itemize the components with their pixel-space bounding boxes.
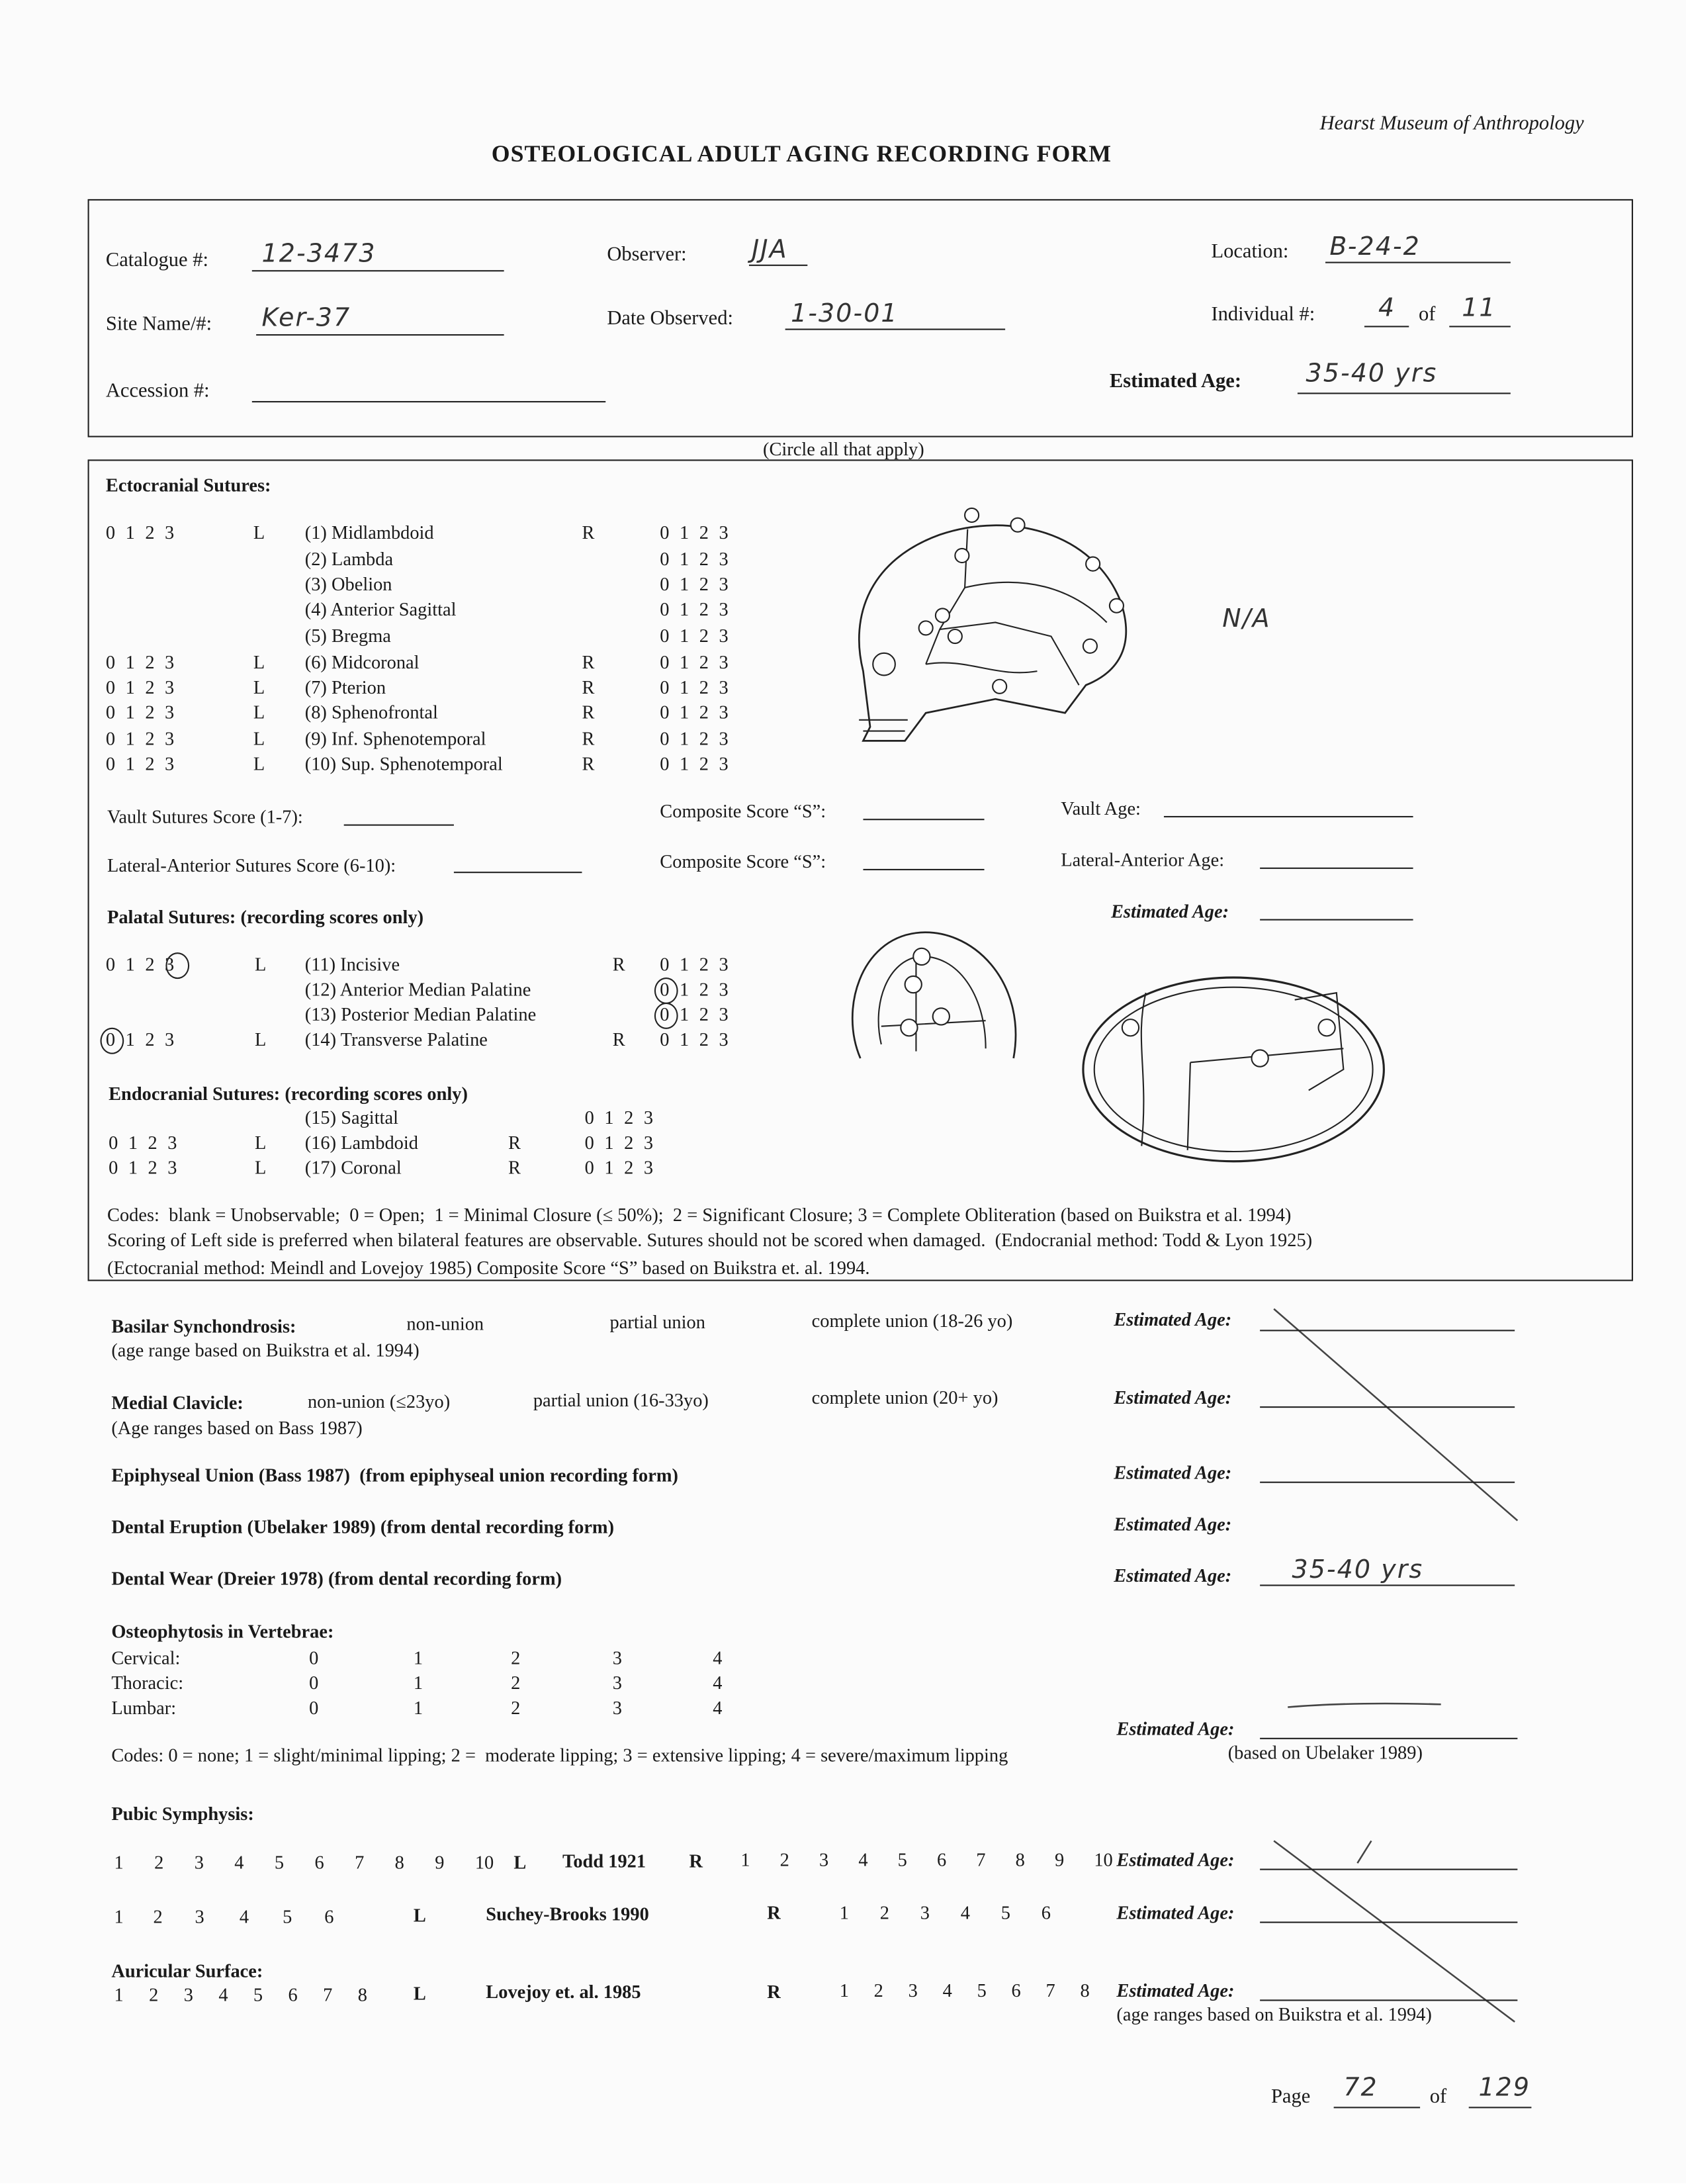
ectocranial-rows-8-right: 0 1 2 3	[660, 728, 729, 749]
id-box-catalogue-value: 12-3473	[261, 239, 377, 269]
clavicle-age-label: Estimated Age:	[1114, 1387, 1232, 1408]
clavicle-opt2: partial union (16-33yo)	[533, 1389, 709, 1411]
basilar-age-label: Estimated Age:	[1114, 1308, 1232, 1330]
pubic-todd-R: R	[689, 1850, 703, 1872]
epiphyseal-age-label: Estimated Age:	[1114, 1462, 1232, 1483]
auricular-age-label: Estimated Age:	[1116, 1979, 1235, 2001]
ectocranial-not-applicable: N/A	[1222, 604, 1271, 634]
ectocranial-rows-1-right: 0 1 2 3	[660, 548, 729, 570]
pubic-todd-right-1: 2	[779, 1849, 789, 1870]
basilar-opt1: non-union	[406, 1313, 484, 1334]
ectocranial-rows-7-left: 0 1 2 3	[105, 702, 175, 723]
osteophytosis-rows-2-scores-0: 0	[309, 1697, 319, 1719]
clavicle-note: (Age ranges based on Bass 1987)	[111, 1417, 363, 1439]
blank-line	[1298, 392, 1511, 394]
osteophytosis-rows-1-scores-4: 4	[713, 1672, 723, 1694]
id-box-location-value: B-24-2	[1329, 232, 1421, 262]
blank-line	[1260, 868, 1413, 869]
dental-wear-label: Dental Wear (Dreier 1978) (from dental recording form)	[111, 1568, 562, 1589]
pubic-todd-left-8: 9	[435, 1852, 445, 1873]
endocranial-rows-0-right: 0 1 2 3	[584, 1107, 654, 1128]
basilar-note: (age range based on Buikstra et al. 1994)	[111, 1340, 420, 1361]
clavicle-label: Medial Clavicle:	[111, 1392, 244, 1414]
palatal-rows-0-L: L	[255, 954, 267, 975]
ectocranial-rows-5-label: (6) Midcoronal	[304, 651, 420, 673]
blank-line	[454, 872, 582, 873]
blank-line	[1334, 2107, 1420, 2108]
osteophytosis-rows-2-scores-1: 1	[413, 1697, 423, 1719]
blank-line	[1469, 2107, 1532, 2108]
ectocranial-composite-label: Composite Score “S”:	[660, 850, 826, 872]
palatal-rows-0-R: R	[612, 954, 625, 975]
endocranial-rows-2-right: 0 1 2 3	[584, 1157, 654, 1178]
id-box-date-label: Date Observed:	[607, 307, 733, 330]
osteophytosis-rows-0-scores-1: 1	[413, 1647, 423, 1668]
blank-line	[252, 270, 504, 271]
palatal-rows-0-right: 0 1 2 3	[660, 954, 729, 975]
osteophytosis-rows-2-scores-4: 4	[713, 1697, 723, 1719]
osteophytosis-rows-0-scores-4: 4	[713, 1647, 723, 1668]
pubic-todd-right-8: 9	[1054, 1849, 1065, 1870]
pubic-suchey-R: R	[767, 1902, 781, 1923]
circled-score-left	[165, 952, 189, 979]
ectocranial-rows-8-label: (9) Inf. Sphenotemporal	[304, 728, 486, 749]
blank-line	[1260, 1738, 1517, 1739]
ectocranial-rows-9-L: L	[253, 753, 265, 774]
pubic-todd-left-2: 3	[194, 1852, 204, 1873]
ectocranial-rows-6-right: 0 1 2 3	[660, 676, 729, 698]
palatal-heading: Palatal Sutures: (recording scores only)	[107, 906, 424, 928]
auricular-L: L	[413, 1983, 426, 2004]
blank-line	[1260, 919, 1413, 921]
blank-line	[785, 329, 1005, 330]
palatal-rows-0-left: 0 1 2 3	[105, 954, 175, 975]
ectocranial-rows-6-label: (7) Pterion	[304, 676, 386, 698]
id-box-estimated-age-value: 35-40 yrs	[1306, 359, 1438, 389]
pubic-todd-right-6: 7	[976, 1849, 986, 1870]
blank-line	[1260, 1584, 1515, 1586]
pubic-suchey-right-3: 4	[960, 1902, 970, 1923]
pubic-todd-left-6: 7	[355, 1852, 365, 1873]
ectocranial-rows-9-left: 0 1 2 3	[105, 753, 175, 774]
ectocranial-rows-6-L: L	[253, 676, 265, 698]
endocranial-rows-1-L: L	[255, 1132, 267, 1154]
osteophytosis-rows-1-scores-3: 3	[612, 1672, 622, 1694]
auricular-right-2: 3	[908, 1979, 918, 2001]
pubic-heading: Pubic Symphysis:	[111, 1803, 254, 1825]
pubic-suchey-left-1: 2	[153, 1906, 163, 1927]
pubic-todd-right-4: 5	[897, 1849, 907, 1870]
blank-line	[256, 334, 504, 336]
pubic-todd-method: Todd 1921	[562, 1850, 646, 1872]
id-box-individual-value: 4	[1378, 293, 1396, 324]
pubic-todd-L: L	[513, 1852, 527, 1873]
blank-line	[749, 265, 807, 266]
endocranial-rows-1-right: 0 1 2 3	[584, 1132, 654, 1154]
endocranial-rows-0-label: (15) Sagittal	[304, 1107, 399, 1128]
endocranial-heading: Endocranial Sutures: (recording scores only)	[109, 1083, 468, 1105]
palatal-rows-2-right: 0 1 2 3	[660, 1003, 729, 1025]
auricular-left-6: 7	[323, 1984, 333, 2005]
ectocranial-rows-8-R: R	[582, 728, 595, 749]
id-box-site-value: Ker-37	[261, 303, 351, 333]
ectocranial-composite-label: Composite Score “S”:	[660, 800, 826, 822]
auricular-note: (age ranges based on Buikstra et al. 1994)	[1116, 2003, 1432, 2025]
ectocranial-rows-7-label: (8) Sphenofrontal	[304, 702, 438, 723]
ectocranial-rows-4-right: 0 1 2 3	[660, 625, 729, 647]
ectocranial-rows-6-R: R	[582, 676, 595, 698]
ectocranial-estimated-age-label: Estimated Age:	[1110, 901, 1229, 922]
auricular-right-3: 4	[942, 1979, 952, 2001]
ectocranial-rows-1-label: (2) Lambda	[304, 548, 394, 570]
auricular-left-4: 5	[253, 1984, 263, 2005]
auricular-right-5: 6	[1011, 1979, 1021, 2001]
codes-0: Codes: blank = Unobservable; 0 = Open; 1 = Minimal Closure (≤ 50%); 2 = Significant Closure; 3 = Complete Obliteration (based on Buikstra et al. 1994)	[107, 1204, 1292, 1226]
osteophytosis-rows-0-label: Cervical:	[111, 1647, 181, 1668]
blank-line	[344, 825, 454, 826]
circle-note: (Circle all that apply)	[762, 438, 924, 460]
circled-score-right	[654, 978, 678, 1004]
ectocranial-rows-5-L: L	[253, 651, 265, 673]
epiphyseal-label: Epiphyseal Union (Bass 1987) (from epiphyseal union recording form)	[111, 1465, 679, 1486]
ectocranial-rows-0-R: R	[582, 522, 595, 543]
id-box-individual-label: Individual #:	[1211, 303, 1315, 326]
palatal-rows-0-label: (11) Incisive	[304, 954, 400, 975]
auricular-heading: Auricular Surface:	[111, 1960, 263, 1981]
ectocranial-rows-3-right: 0 1 2 3	[660, 598, 729, 620]
blank-line	[1260, 1922, 1517, 1923]
pubic-todd-right-7: 8	[1015, 1849, 1025, 1870]
footer-of: of	[1429, 2085, 1447, 2109]
palatal-rows-2-label: (13) Posterior Median Palatine	[304, 1003, 537, 1025]
id-box-individual-of: of	[1418, 303, 1436, 326]
pubic-todd-age-label: Estimated Age:	[1116, 1849, 1235, 1870]
pubic-suchey-right-0: 1	[839, 1902, 849, 1923]
ectocranial-rows-0-label: (1) Midlambdoid	[304, 522, 434, 543]
blank-line	[1164, 816, 1413, 817]
blank-line	[1260, 1999, 1517, 2001]
codes-1: Scoring of Left side is preferred when bilateral features are observable. Sutures should not be scored when damaged. (Endocranial method: Todd & Lyon 1925)	[107, 1229, 1313, 1251]
pubic-todd-right-5: 6	[936, 1849, 947, 1870]
blank-line	[863, 869, 984, 870]
pubic-suchey-right-4: 5	[1000, 1902, 1010, 1923]
pubic-todd-left-5: 6	[314, 1852, 324, 1873]
ectocranial-rows-4-label: (5) Bregma	[304, 625, 391, 647]
ectocranial-rows-2-right: 0 1 2 3	[660, 573, 729, 595]
ectocranial-lateral-age-label: Lateral-Anterior Age:	[1061, 849, 1225, 870]
blank-line	[1260, 1406, 1515, 1408]
blank-line	[1325, 262, 1511, 263]
palatal-rows-1-label: (12) Anterior Median Palatine	[304, 979, 531, 1000]
ectocranial-vault-age-label: Vault Age:	[1061, 797, 1141, 819]
footer-page-label: Page	[1270, 2085, 1311, 2109]
id-box-estimated-age-label: Estimated Age:	[1109, 370, 1242, 393]
auricular-right-0: 1	[839, 1979, 849, 2001]
ectocranial-rows-0-right: 0 1 2 3	[660, 522, 729, 543]
dental-wear-age-value: 35-40 yrs	[1292, 1555, 1424, 1585]
endocranial-rows-1-left: 0 1 2 3	[109, 1132, 177, 1154]
osteophytosis-age-label: Estimated Age:	[1116, 1718, 1235, 1739]
id-box-observer-label: Observer:	[607, 244, 687, 266]
codes-2: (Ectocranial method: Meindl and Lovejoy 1985) Composite Score “S” based on Buikstra et. al. 1994.	[107, 1257, 870, 1279]
blank-line	[1260, 1869, 1517, 1870]
ectocranial-rows-8-L: L	[253, 728, 265, 749]
footer-page-value: 72	[1343, 2073, 1378, 2103]
osteophytosis-rows-1-scores-2: 2	[511, 1672, 521, 1694]
pubic-suchey-left-4: 5	[283, 1906, 292, 1927]
palatal-rows-1-right: 0 1 2 3	[660, 979, 729, 1000]
osteophytosis-rows-0-scores-0: 0	[309, 1647, 319, 1668]
osteophytosis-heading: Osteophytosis in Vertebrae:	[111, 1621, 334, 1642]
basilar-label: Basilar Synchondrosis:	[111, 1316, 296, 1337]
auricular-left-2: 3	[183, 1984, 193, 2005]
ectocranial-rows-9-R: R	[582, 753, 595, 774]
pubic-todd-left-3: 4	[234, 1852, 244, 1873]
dental-eruption-label: Dental Eruption (Ubelaker 1989) (from dental recording form)	[111, 1516, 615, 1537]
id-box-site-label: Site Name/#:	[105, 313, 212, 336]
osteophytosis-rows-2-scores-3: 3	[612, 1697, 622, 1719]
ectocranial-vault-score-label: Vault Sutures Score (1-7):	[107, 806, 303, 827]
ectocranial-rows-9-right: 0 1 2 3	[660, 753, 729, 774]
pubic-suchey-right-5: 6	[1041, 1902, 1051, 1923]
pubic-suchey-right-2: 3	[920, 1902, 930, 1923]
header-museum: Hearst Museum of Anthropology	[1319, 113, 1584, 136]
blank-line	[1260, 1482, 1515, 1483]
auricular-method: Lovejoy et. al. 1985	[486, 1981, 641, 2003]
auricular-left-5: 6	[288, 1984, 298, 2005]
footer-page-total: 129	[1478, 2073, 1531, 2103]
clavicle-opt1: non-union (≤23yo)	[307, 1390, 451, 1412]
endocranial-rows-1-R: R	[508, 1132, 521, 1154]
pubic-todd-right-0: 1	[740, 1849, 750, 1870]
auricular-right-1: 2	[873, 1979, 883, 2001]
pubic-suchey-left-2: 3	[195, 1906, 204, 1927]
endocranial-rows-2-R: R	[508, 1157, 521, 1178]
endocranial-rows-2-left: 0 1 2 3	[109, 1157, 177, 1178]
osteophytosis-rows-2-scores-2: 2	[511, 1697, 521, 1719]
palatal-rows-3-R: R	[612, 1028, 625, 1050]
palatal-rows-3-L: L	[255, 1028, 267, 1050]
palatal-rows-3-label: (14) Transverse Palatine	[304, 1028, 488, 1050]
pubic-suchey-age-label: Estimated Age:	[1116, 1902, 1235, 1923]
pubic-todd-right-2: 3	[819, 1849, 829, 1870]
endocranial-rows-2-L: L	[255, 1157, 267, 1178]
blank-line	[1364, 326, 1409, 327]
pubic-suchey-left-0: 1	[114, 1906, 124, 1927]
pubic-todd-left-0: 1	[114, 1852, 124, 1873]
ectocranial-rows-7-L: L	[253, 702, 265, 723]
pubic-suchey-left-5: 6	[324, 1906, 334, 1927]
auricular-left-3: 4	[218, 1984, 228, 2005]
dental-eruption-age-label: Estimated Age:	[1114, 1514, 1232, 1535]
pubic-suchey-left-3: 4	[239, 1906, 249, 1927]
pubic-todd-left-7: 8	[394, 1852, 404, 1873]
osteophytosis-rows-1-label: Thoracic:	[111, 1672, 184, 1694]
pubic-suchey-L: L	[413, 1905, 426, 1926]
auricular-right-4: 5	[977, 1979, 987, 2001]
clavicle-opt3: complete union (20+ yo)	[811, 1387, 998, 1408]
auricular-R: R	[767, 1981, 781, 2003]
auricular-left-7: 8	[357, 1984, 367, 2005]
id-box-date-value: 1-30-01	[791, 299, 899, 329]
pubic-todd-right-3: 4	[858, 1849, 868, 1870]
auricular-left-0: 1	[114, 1984, 124, 2005]
pubic-todd-left-9: 10	[474, 1852, 494, 1873]
osteophytosis-rows-1-scores-0: 0	[309, 1672, 319, 1694]
ectocranial-rows-9-label: (10) Sup. Sphenotemporal	[304, 753, 503, 774]
auricular-right-7: 8	[1080, 1979, 1090, 2001]
endocranial-rows-1-label: (16) Lambdoid	[304, 1132, 418, 1154]
endocranial-rows-2-label: (17) Coronal	[304, 1157, 402, 1178]
dental-wear-age-label: Estimated Age:	[1114, 1565, 1232, 1586]
pubic-suchey-right-1: 2	[879, 1902, 889, 1923]
osteophytosis-rows-2-label: Lumbar:	[111, 1697, 177, 1719]
ectocranial-rows-3-label: (4) Anterior Sagittal	[304, 598, 457, 620]
osteophytosis-rows-0-scores-3: 3	[612, 1647, 622, 1668]
ectocranial-rows-7-R: R	[582, 702, 595, 723]
id-box-observer-value: JJA	[752, 235, 788, 265]
ectocranial-heading: Ectocranial Sutures:	[105, 475, 271, 496]
blank-line	[863, 819, 984, 820]
ectocranial-rows-0-L: L	[253, 522, 265, 543]
auricular-right-6: 7	[1045, 1979, 1055, 2001]
ectocranial-rows-7-right: 0 1 2 3	[660, 702, 729, 723]
circled-score-left	[100, 1028, 124, 1054]
pubic-suchey-method: Suchey-Brooks 1990	[486, 1903, 649, 1925]
id-box-catalogue-label: Catalogue #:	[105, 249, 208, 272]
basilar-opt2: partial union	[609, 1311, 705, 1333]
header-title: OSTEOLOGICAL ADULT AGING RECORDING FORM	[491, 140, 1112, 167]
ectocranial-rows-2-label: (3) Obelion	[304, 573, 392, 595]
pubic-todd-left-1: 2	[154, 1852, 164, 1873]
ectocranial-rows-5-right: 0 1 2 3	[660, 651, 729, 673]
ectocranial-rows-6-left: 0 1 2 3	[105, 676, 175, 698]
ectocranial-rows-8-left: 0 1 2 3	[105, 728, 175, 749]
osteophytosis-basis: (based on Ubelaker 1989)	[1227, 1742, 1423, 1763]
id-box-location-label: Location:	[1211, 240, 1289, 263]
osteophytosis-codes: Codes: 0 = none; 1 = slight/minimal lipping; 2 = moderate lipping; 3 = extensive lipping; 4 = severe/maximum lipping	[111, 1745, 1008, 1766]
ectocranial-rows-5-R: R	[582, 651, 595, 673]
ectocranial-rows-5-left: 0 1 2 3	[105, 651, 175, 673]
ectocranial-rows-0-left: 0 1 2 3	[105, 522, 175, 543]
id-box-accession-label: Accession #:	[105, 380, 210, 403]
blank-line	[1260, 1330, 1515, 1331]
osteophytosis-rows-1-scores-1: 1	[413, 1672, 423, 1694]
pubic-todd-left-4: 5	[274, 1852, 285, 1873]
osteophytosis-rows-0-scores-2: 2	[511, 1647, 521, 1668]
id-box-individual-total: 11	[1462, 293, 1497, 324]
pubic-todd-right-9: 10	[1094, 1849, 1113, 1870]
palatal-rows-3-left: 0 1 2 3	[105, 1028, 175, 1050]
blank-line	[1449, 326, 1511, 327]
auricular-left-1: 2	[149, 1984, 159, 2005]
basilar-opt3: complete union (18-26 yo)	[811, 1310, 1013, 1332]
palatal-rows-3-right: 0 1 2 3	[660, 1028, 729, 1050]
circled-score-right	[654, 1003, 678, 1029]
ectocranial-lateral-score-label: Lateral-Anterior Sutures Score (6-10):	[107, 854, 396, 876]
blank-line	[252, 401, 605, 402]
